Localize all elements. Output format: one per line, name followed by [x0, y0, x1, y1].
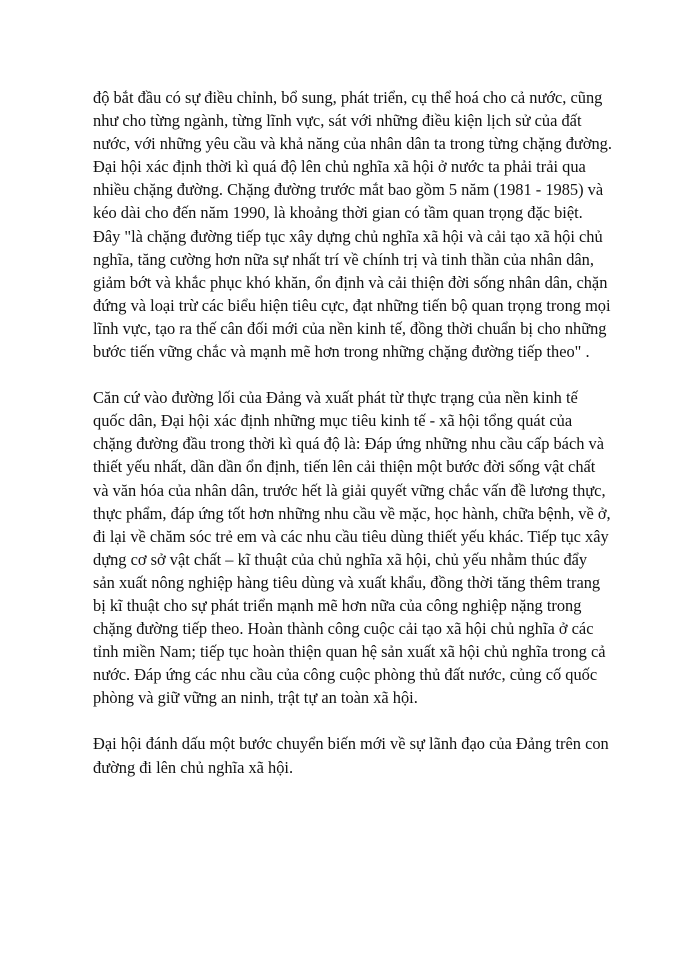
paragraph-stages: Đại hội xác định thời kì quá độ lên chủ nghĩa xã hội ở nước ta phải trải qua nhiều chặng đường. Chặng đường trước mắt bao gồm 5 năm (1981 - 1985) và kéo dài cho đến năm 1990, là khoảng thời gian có tầm quan trọng đặc biệt. Đây "là chặng đường tiếp tục xây dựng chủ nghĩa xã hội và cải tạo xã hội chủ nghĩa, tăng cường hơn nữa sự nhất trí về chính trị và tinh thần của nhân dân, giảm bớt và khắc phục khó khăn, ổn định và cải thiện đời sống nhân dân, chặn đứng và loại trừ các biểu hiện tiêu cực, đạt những tiến bộ quan trọng trong mọi lĩnh vực, tạo ra thế cân đối mới của nền kinh tế, đồng thời chuẩn bị cho những bước tiến vững chắc và mạnh mẽ hơn trong những chặng đường tiếp theo" . [93, 157, 611, 362]
paragraph-objectives: Căn cứ vào đường lối của Đảng và xuất phát từ thực trạng của nền kinh tế quốc dân, Đại hội xác định những mục tiêu kinh tế - xã hội tổng quát của chặng đường đầu trong thời kì quá độ là: Đáp ứng những nhu cầu cấp bách và thiết yếu nhất, dần dần ổn định, tiến lên cải thiện một bước đời sống vật chất và văn hóa của nhân dân, trước hết là giải quyết vững chắc vấn đề lương thực, thực phẩm, đáp ứng tốt hơn những nhu cầu về mặc, học hành, chữa bệnh, về ở, đi lại về chăm sóc trẻ em và các nhu cầu tiêu dùng thiết yếu khác. Tiếp tục xây dựng cơ sở vật chất – kĩ thuật của chủ nghĩa xã hội, chủ yếu nhằm thúc đẩy sản xuất nông nghiệp hàng tiêu dùng và xuất khẩu, đồng thời tăng thêm trang bị kĩ thuật cho sự phát triển mạnh mẽ hơn nữa của công nghiệp nặng trong chặng đường tiếp theo. Hoàn thành công cuộc cải tạo xã hội chủ nghĩa ở các tỉnh miền Nam; tiếp tục hoàn thiện quan hệ sản xuất xã hội chủ nghĩa trong cả nước. Đáp ứng các nhu cầu của công cuộc phòng thủ đất nước, củng cố quốc phòng và giữ vững an ninh, trật tự an toàn xã hội. [93, 388, 611, 708]
paragraph-continuation: độ bắt đầu có sự điều chỉnh, bổ sung, phát triển, cụ thể hoá cho cả nước, cũng như cho từng ngành, từng lĩnh vực, sát với những điều kiện lịch sử của đất nước, với những yêu cầu và khả năng của nhân dân ta trong từng chặng đường. [93, 88, 612, 154]
paragraph-spacer [93, 363, 613, 386]
paragraph-conclusion: Đại hội đánh dấu một bước chuyển biến mới về sự lãnh đạo của Đảng trên con đường đi lên chủ nghĩa xã hội. [93, 734, 609, 777]
paragraph-spacer [93, 709, 613, 732]
document-body [93, 86, 613, 779]
